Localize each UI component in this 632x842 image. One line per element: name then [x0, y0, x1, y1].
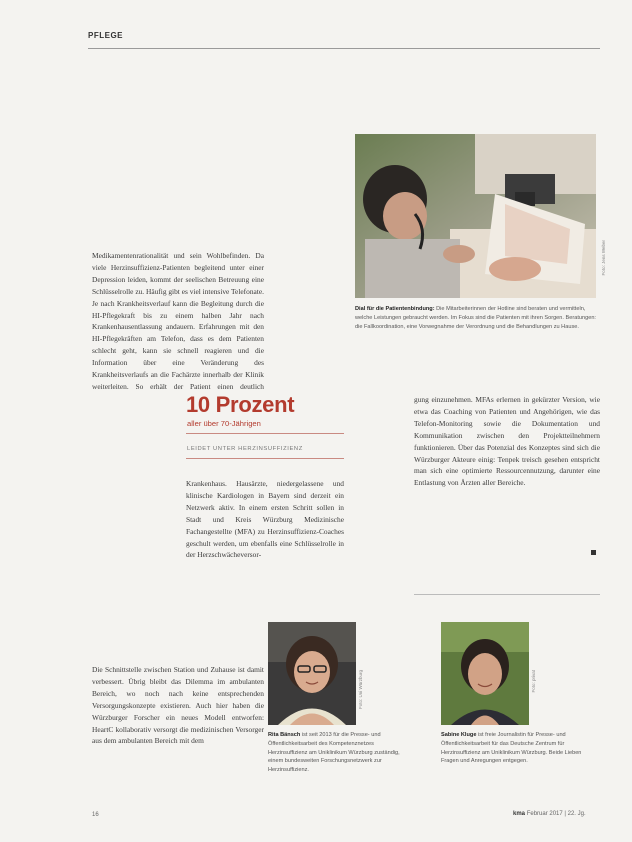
callout-note: LEIDET UNTER HERZINSUFFIZIENZ	[187, 446, 303, 452]
article-column-3	[414, 394, 600, 560]
portrait-1-photo	[268, 622, 356, 725]
portrait-1-name: Rita Bänsch	[268, 732, 301, 738]
column-1-paragraph-2: Die Schnittstelle zwischen Station und Zuhause ist damit verbessert. Übrig bleibt das Dilemma im ambulanten Bereich, wo noch nach keine entsprechenden Versorgungskonzepte existieren. Auch hier haben die Würzburger Forscher ein neues Modell entworfen: HeartC kollaborativ versorgt die medizinischen Versorger aus dem ambulanten Bereich mit dem	[92, 665, 264, 746]
callout-rule	[186, 433, 344, 434]
column-3-paragraph-1: gung einzunehmen. MFAs erlernen in gekürzter Version, wie etwa das Coaching von Patienten und Angehörigen, wie das Telefon-Monitoring sowie die Dokumentation und Kommunikation zwischen den Projektteilnehmern funktionieren. Über das Potenzial des Konzeptes sind sich die Würzburger Akteure einig: Tenpek treisch gesehen entspricht man sich eine optimierte Ressourcennutzung, darunter eine Entlastung von Ärzten aller Bereiche.	[414, 395, 600, 488]
caption-lead: Dial für die Patientenbindung:	[355, 306, 435, 312]
top-photo	[355, 134, 596, 298]
section-label: PFLEGE	[88, 31, 124, 40]
portrait-1	[268, 622, 356, 725]
column-1-paragraph-1: Medikamentenrationalität und sein Wohlbefinden. Da viele Herzinsuffizienz-Patienten begleitend unter einer Depression leiden, kommt der seelischen Betreuung eine Schlüsselrolle zu. Häufig gibt es viel intensive Telefonate. Je nach Krankheitsverlauf kann die Begleitung durch die HI-Pflegekraft bis zu einem halben Jahr nach Krankenhausentlassung andauern. Erfahrungen mit den HI-Pflegekräften am Telefon, dass es dem Patienten schlecht geht, kann sie schnell reagieren und die Information über eine Veränderung des Krankheitsverlaufs an die Fachärzte innerhalb der Klinik weiterleiten. So erhält der Patient einen deutlich	[92, 251, 264, 390]
portrait-2-caption	[441, 731, 591, 766]
footer-issue: kma Februar 2017 | 22. Jg.	[513, 811, 586, 817]
portrait-2-text: ist freie Journalistin für Presse- und Öffentlichkeitsarbeit für das Deutsche Zentrum für Herzinsuffizienz am Uniklinikum Würzburg. Beide Lieben Fragen und Anregungen entgegen.	[441, 732, 582, 765]
callout-number: 10 Prozent	[186, 392, 295, 417]
callout-rule-bottom	[186, 458, 344, 459]
portrait-2-credit: Foto: privat	[531, 670, 536, 693]
section-divider	[414, 594, 600, 595]
article-column-1-upper	[92, 250, 264, 390]
top-photo-credit: Foto: Jens Weber	[601, 240, 606, 276]
portrait-1-caption	[268, 731, 414, 775]
callout-subtitle: aller über 70-Jährigen	[187, 419, 261, 428]
magazine-name: kma	[513, 811, 526, 817]
article-column-2	[186, 478, 344, 560]
section-header	[88, 28, 600, 49]
column-2-paragraph-1: Krankenhaus. Hausärzte, niedergelassene und klinische Kardiologen in Bayern sind derzeit ein Netzwerk aktiv. In einem ersten Schritt sollen in Stadt und Kreis Würzburg Medizinische Fachangestellte (MFA) zu Herzinsuffizienz-Coaches geschult werden, um ebenfalls eine Schlüsselrolle in der Herzschwächeversor-	[186, 479, 344, 560]
portrait-2	[441, 622, 529, 725]
portrait-1-credit: Foto: Uni Würzburg	[358, 670, 363, 710]
portrait-2-photo	[441, 622, 529, 725]
portrait-2-name: Sabine Kluge	[441, 732, 477, 738]
article-end-mark	[591, 550, 596, 555]
article-column-1-lower	[92, 664, 264, 794]
call-center-photo	[355, 134, 596, 298]
top-photo-caption	[355, 305, 598, 331]
caption-body: Die Mitarbeiterinnen der Hotline sind beraten und vermitteln, welche Leistungen gebraucht werden. Im Fokus sind die Patienten mit ihren Sorgen. Beratungen: die Fallkoordination, eine Vorwegnahme der Verordnung und die Behandlungen zu Hause.	[355, 306, 596, 330]
volume: 22. Jg.	[567, 811, 586, 817]
portrait-1-text: ist seit 2013 für die Presse- und Öffentlichkeitsarbeit des Kompetenznetzes Herzinsuffizienz am Uniklinikum Würzburg zuständig, einem bundesweiten Forschungsnetzwerk zur Herzinsuffizienz.	[268, 732, 400, 774]
issue-date: Februar 2017	[526, 811, 563, 817]
page-number-left: 16	[92, 812, 99, 818]
